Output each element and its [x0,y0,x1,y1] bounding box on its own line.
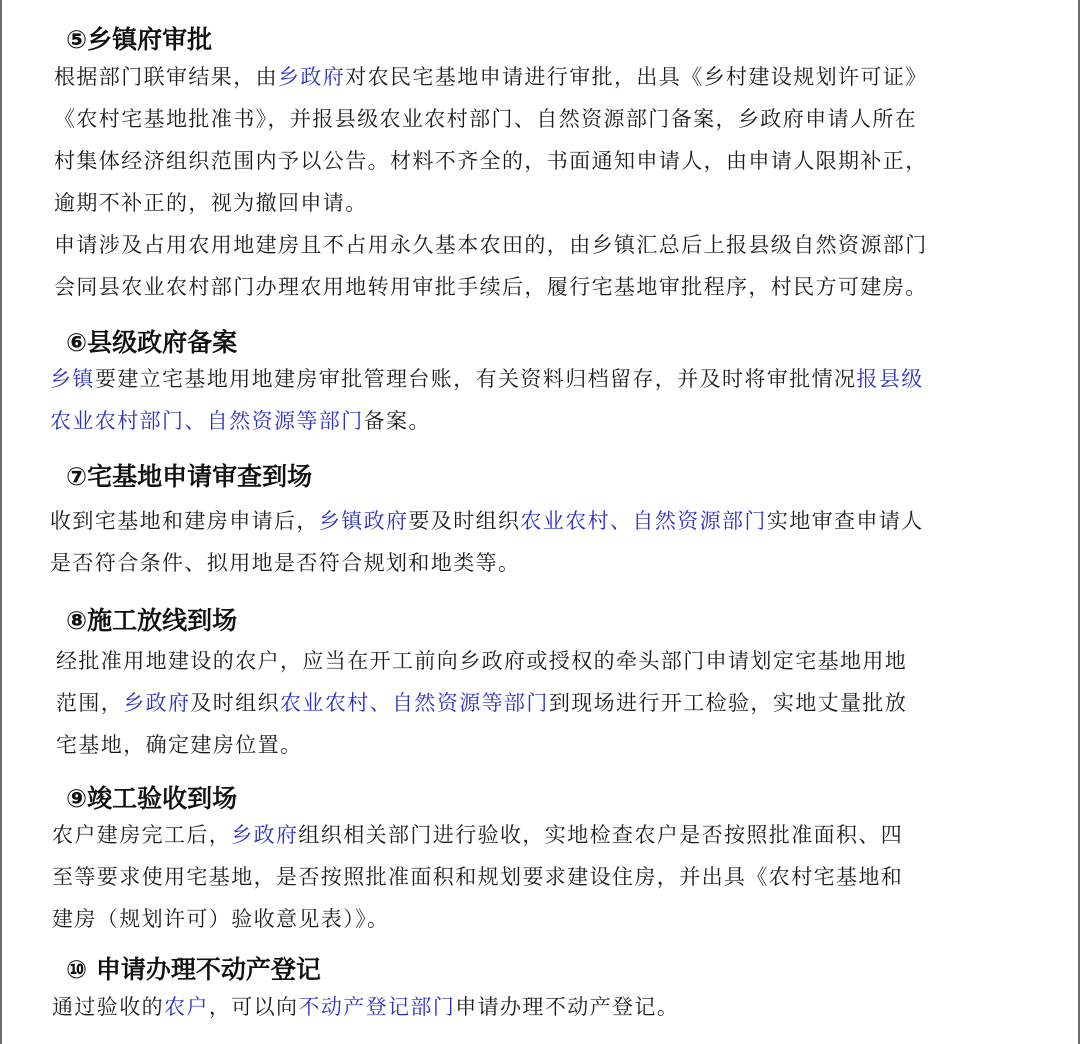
text-line [52,898,903,940]
text-line [54,98,928,140]
text-run: 至等要求使用宅基地，是否按照批准面积和规划要求建设住房，并出具《农村宅基地和 [52,865,904,889]
text-line [52,986,679,1028]
text-run: 组织相关部门进行验收，实地检查农户是否按照批准面积、四 [298,823,904,847]
highlighted-entity: 农业农村部门、自然资源等部门 [50,409,364,433]
highlighted-entity: 农业农村、自然资源部门 [520,509,767,533]
highlighted-entity: 乡镇政府 [318,509,409,533]
highlighted-entity: 乡政府 [278,65,346,89]
text-run: 到现场进行开工检验，实地丈量批放 [548,691,908,715]
section-heading-9: ⑨竣工验收到场 [66,784,238,813]
text-run: ，可以向 [208,995,299,1019]
highlighted-entity: 农户 [164,995,209,1019]
page-left-border [0,0,2,1044]
text-run: 对农民宅基地申请进行审批，出具《乡村建设规划许可证》 [345,65,928,89]
section-body-10 [52,986,679,1028]
text-line [56,724,907,766]
text-line [50,358,924,400]
text-run: 要及时组织 [408,509,521,533]
text-run: 备案。 [363,409,431,433]
text-run: 逾期不补正的，视为撤回申请。 [54,191,368,215]
text-run: 农户建房完工后， [52,823,232,847]
text-run: 建房（规划许可）验收意见表）》。 [52,907,390,931]
text-line [54,266,928,308]
text-run: 是否符合条件、拟用地是否符合规划和地类等。 [50,551,521,575]
section-heading-8: ⑧施工放线到场 [66,606,238,635]
highlighted-entity: 农业农村、自然资源等部门 [280,691,549,715]
text-line [54,56,928,98]
text-line [52,856,903,898]
section-body-9 [52,814,903,940]
text-run: 会同县农业农村部门办理农用地转用审批手续后，履行宅基地审批程序，村民方可建房。 [54,275,928,299]
text-line [50,400,924,442]
text-run: 收到宅基地和建房申请后， [50,509,319,533]
text-run: 实地审查申请人 [766,509,924,533]
section-body-5 [54,56,928,308]
text-run: 及时组织 [190,691,281,715]
highlighted-entity: 报县级 [856,367,924,391]
text-line [54,182,928,224]
highlighted-entity: 乡政府 [123,691,191,715]
text-line [56,682,907,724]
section-heading-5: ⑤乡镇府审批 [66,25,213,54]
text-run: 要建立宅基地用地建房审批管理台账，有关资料归档留存，并及时将审批情况 [94,367,857,391]
text-line [50,500,924,542]
highlighted-entity: 不动产登记部门 [298,995,456,1019]
text-run: 通过验收的 [52,995,164,1019]
text-run: 经批准用地建设的农户，应当在开工前向乡政府或授权的牵头部门申请划定宅基地用地 [56,649,908,673]
text-run: 申请涉及占用农用地建房且不占用永久基本农田的，由乡镇汇总后上报县级自然资源部门 [54,233,928,257]
text-line [50,542,924,584]
section-heading-6: ⑥县级政府备案 [66,328,238,357]
text-line [54,140,928,182]
highlighted-entity: 乡政府 [231,823,299,847]
section-heading-10: ⑩ 申请办理不动产登记 [66,955,321,984]
text-run: 范围， [56,691,124,715]
text-run: 村集体经济组织范围内予以公告。材料不齐全的，书面通知申请人，由申请人限期补正， [54,149,928,173]
text-line [54,224,928,266]
section-body-8 [56,640,907,766]
section-body-7 [50,500,924,584]
highlighted-entity: 乡镇 [50,367,95,391]
section-body-6 [50,358,924,442]
text-run: 《农村宅基地批准书》，并报县级农业农村部门、自然资源部门备案，乡政府申请人所在 [54,107,918,131]
section-heading-7: ⑦宅基地申请审查到场 [66,462,313,491]
text-run: 宅基地，确定建房位置。 [56,733,303,757]
text-run: 根据部门联审结果，由 [54,65,278,89]
text-line [56,640,907,682]
text-line [52,814,903,856]
text-run: 申请办理不动产登记。 [455,995,680,1019]
